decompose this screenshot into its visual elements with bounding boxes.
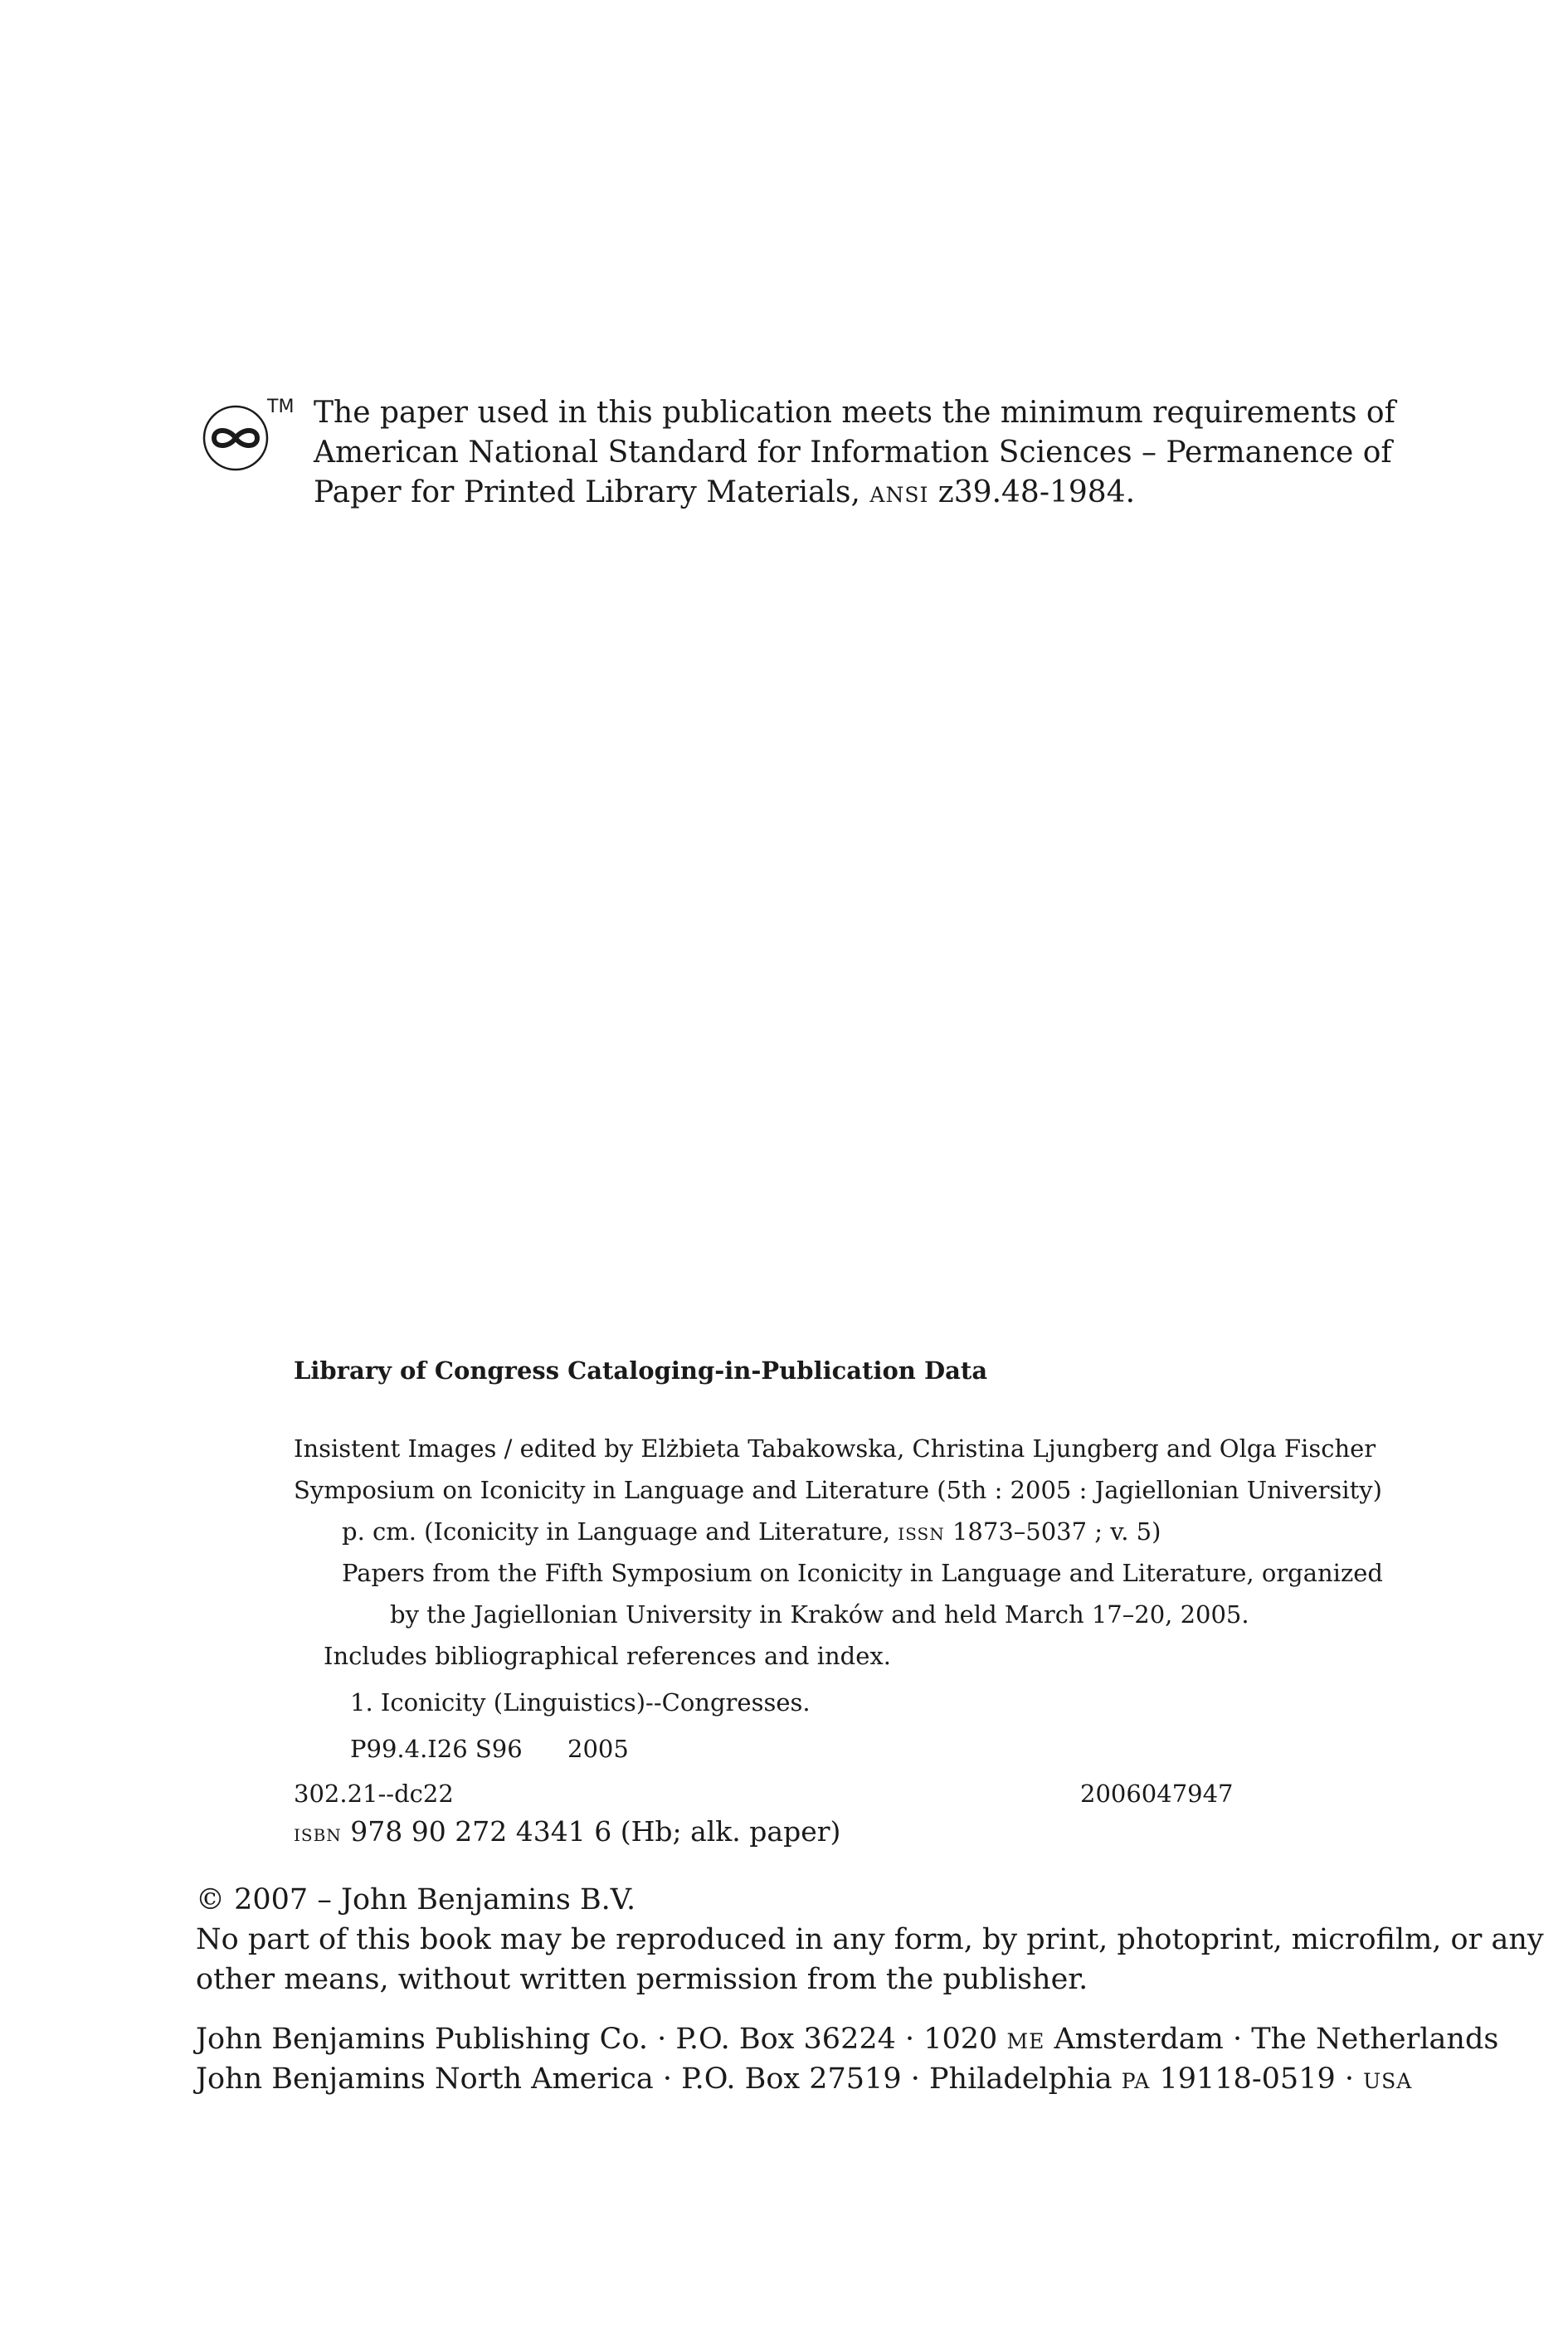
cip-line-5: by the Jagiellonian University in Kraków and held March 17–20, 2005. xyxy=(390,1600,1249,1629)
copyright-line: © 2007 – John Benjamins B.V. xyxy=(196,1883,636,1916)
address-philadelphia-prefix: John Benjamins North America · P.O. Box 27519 · Philadelphia xyxy=(196,2062,1122,2096)
address-philadelphia xyxy=(196,2059,1412,2099)
cip-line-3-suffix: 1873–5037 ; v. 5) xyxy=(944,1517,1161,1546)
paper-notice-line-3 xyxy=(314,473,1135,513)
cip-line-6: Includes bibliographical references and index. xyxy=(324,1642,891,1670)
rights-line-1: No part of this book may be reproduced in any form, by print, photoprint, microfilm, or any xyxy=(196,1923,1544,1956)
address-amsterdam xyxy=(196,2019,1498,2059)
paper-notice-line-2: American National Standard for Information Sciences – Permanence of xyxy=(314,436,1392,470)
me-label: me xyxy=(1006,2023,1045,2056)
call-year: 2005 xyxy=(567,1735,629,1763)
address-amsterdam-suffix: Amsterdam · The Netherlands xyxy=(1045,2023,1499,2056)
ansi-label: ansi xyxy=(869,475,929,509)
issn-label: issn xyxy=(898,1517,945,1546)
cip-line-2: Symposium on Iconicity in Language and Literature (5th : 2005 : Jagiellonian University) xyxy=(294,1476,1382,1504)
cip-line-1: Insistent Images / edited by Elżbieta Tabakowska, Christina Ljungberg and Olga Fischer xyxy=(294,1434,1376,1463)
cip-heading: Library of Congress Cataloging-in-Publication Data xyxy=(294,1356,988,1385)
lccn-number: 2006047947 xyxy=(1080,1780,1234,1808)
paper-notice-line-1: The paper used in this publication meets the minimum requirements of xyxy=(314,396,1395,430)
cip-line-3 xyxy=(342,1515,1161,1548)
address-philadelphia-mid: 19118-0519 · xyxy=(1150,2062,1364,2096)
infinity-circle-icon xyxy=(201,403,270,473)
isbn-line xyxy=(294,1815,840,1849)
isbn-label: isbn xyxy=(294,1819,342,1847)
address-amsterdam-prefix: John Benjamins Publishing Co. · P.O. Box 36224 · 1020 xyxy=(196,2023,1007,2056)
paper-notice-line-3-prefix: Paper for Printed Library Materials, xyxy=(314,475,870,509)
call-number: P99.4.I26 S96 xyxy=(350,1735,523,1763)
rights-line-2: other means, without written permission from the publisher. xyxy=(196,1963,1088,1996)
trademark-mark: TM xyxy=(267,397,295,417)
isbn-value: 978 90 272 4341 6 (Hb; alk. paper) xyxy=(341,1815,841,1848)
usa-label: usa xyxy=(1363,2062,1413,2096)
cip-line-3-prefix: p. cm. (Iconicity in Language and Literature, xyxy=(342,1517,898,1546)
dewey-number: 302.21--dc22 xyxy=(294,1780,454,1808)
paper-notice-line-3-suffix: z39.48-1984. xyxy=(928,475,1136,509)
cip-line-4: Papers from the Fifth Symposium on Iconicity in Language and Literature, organized xyxy=(342,1559,1383,1587)
cip-line-7: 1. Iconicity (Linguistics)--Congresses. xyxy=(350,1688,811,1717)
pa-label: pa xyxy=(1121,2062,1151,2096)
